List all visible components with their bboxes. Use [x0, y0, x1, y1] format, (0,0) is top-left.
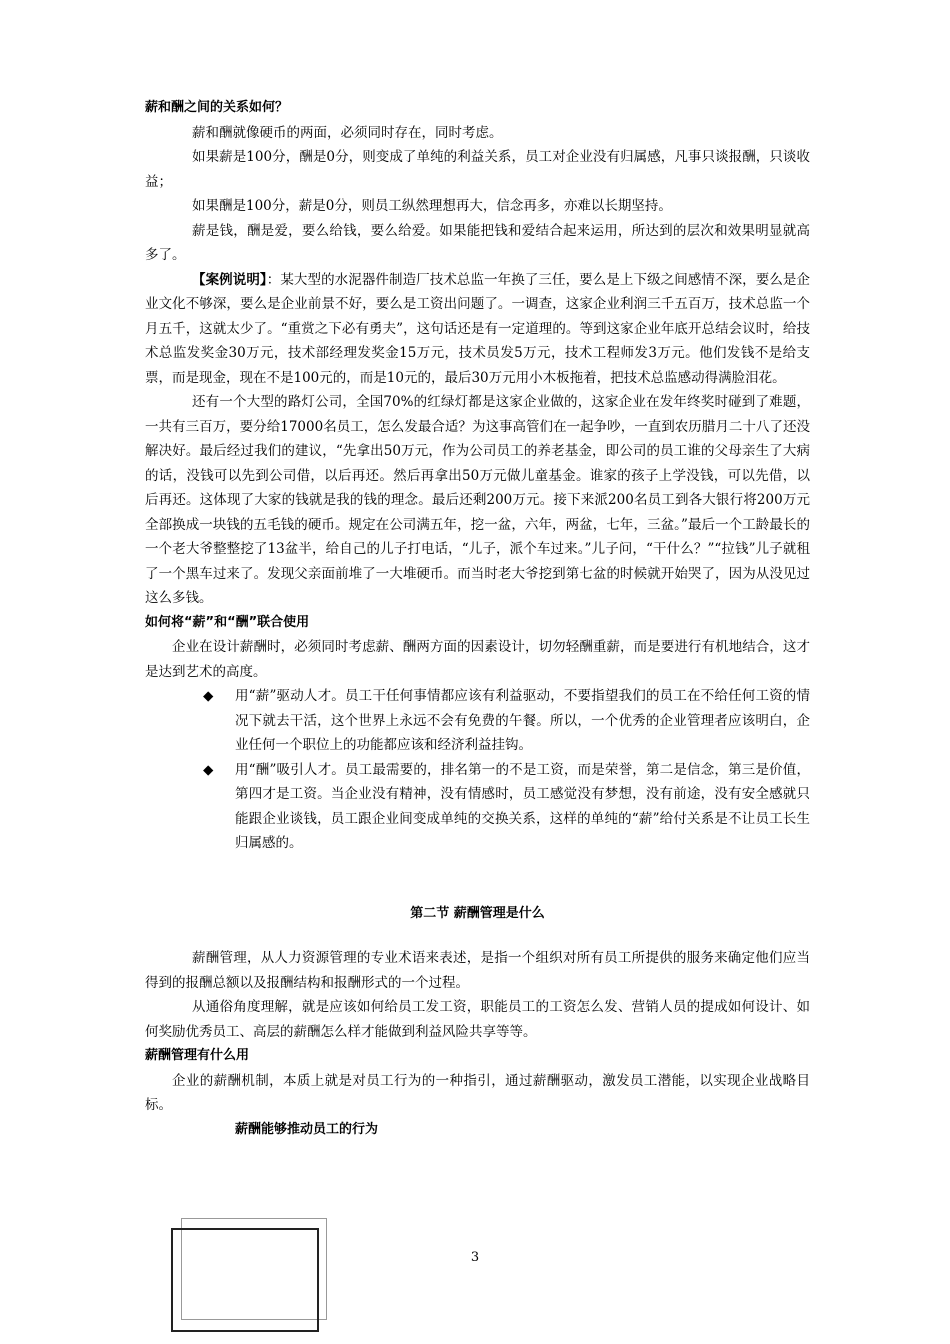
document-body	[145, 96, 810, 1142]
paragraph: 企业在设计薪酬时，必须同时考虑薪、酬两方面的因素设计，切勿轻酬重薪，而是要进行有机地结合，这才是达到艺术的高度。	[145, 639, 810, 680]
paragraph: 薪是钱，酬是爱，要么给钱，要么给爱。如果能把钱和爱结合起来运用，所达到的层次和效果明显就高多了。	[145, 222, 810, 263]
decorative-frame	[171, 1228, 319, 1332]
page-number: 3	[470, 1250, 480, 1265]
paragraph: 薪和酬就像硬币的两面，必须同时存在，同时考虑。	[192, 124, 503, 141]
case-paragraph	[145, 268, 810, 391]
paragraph: 企业的薪酬机制，本质上就是对员工行为的一种指引，通过薪酬驱动，激发员工潜能，以实现企业战略目标。	[145, 1072, 810, 1113]
paragraph: 从通俗角度理解，就是应该如何给员工发工资，职能员工的工资怎么发、营销人员的提成如何设计、如何奖励优秀员工、高层的薪酬怎么样才能做到利益风险共享等等。	[145, 999, 810, 1040]
bullet-item	[145, 684, 810, 758]
heading-salary-management-use: 薪酬管理有什么用	[145, 1048, 250, 1063]
case-label: 【案例说明】	[192, 271, 267, 288]
subheading: 薪酬能够推动员工的行为	[235, 1121, 379, 1137]
heading-combine-use: 如何将“薪”和“酬”联合使用	[145, 614, 310, 630]
paragraph: 如果薪是100分，酬是0分，则变成了单纯的利益关系，员工对企业没有归属感，凡事只谈报酬，只谈收益；	[145, 149, 810, 190]
diamond-bullet-icon: ◆	[203, 688, 214, 704]
bullet-text: 用“薪”驱动人才。员工干任何事情都应该有利益驱动，不要指望我们的员工在不给任何工资的情况下就去干活，这个世界上永远不会有免费的午餐。所以，一个优秀的企业管理者应该明白，企业任何一个职位上的功能都应该和经济利益挂钩。	[235, 688, 810, 753]
diamond-bullet-icon: ◆	[203, 761, 214, 778]
paragraph: 还有一个大型的路灯公司，全国70%的红绿灯都是这家企业做的，这家企业在发年终奖时碰到了难题，一共有三百万，要分给17000名员工，怎么发最合适？为这事高管们在一起争吵，一直到农历腊月二十八了还没解决好。最后经过我们的建议，“先拿出50万元，作为公司员工的养老基金，即公司的员工谁的父母亲生了大病的话，没钱可以先到公司借，以后再还。然后再拿出50万元做儿童基金。谁家的孩子上学没钱，可以先借，以后再还。这体现了大家的钱就是我的钱的理念。最后还剩200万元。接下来派200名员工到各大银行将200万元全部换成一块钱的五毛钱的硬币。规定在公司满五年，挖一盆，六年，两盆，七年，三盆。”最后一个工龄最长的一个老大爷整整挖了13盆半，给自己的儿子打电话，“儿子，派个车过来。”儿子问，“干什么？”“拉钱”儿子就租了一个黑车过来了。发现父亲面前堆了一大堆硬币。而当时老大爷挖到第七盆的时候就开始哭了，因为从没见过这么多钱。	[145, 394, 810, 606]
section-title: 第二节 薪酬管理是什么	[410, 905, 545, 921]
bullet-text: 用“酬”吸引人才。员工最需要的，排名第一的不是工资，而是荣誉，第二是信念，第三是价值，第四才是工资。当企业没有精神，没有情感时，员工感觉没有梦想，没有前途，没有安全感就只能跟企业谈钱，员工跟企业间变成单纯的交换关系，这样的单纯的“薪”给付关系是不让员工长生归属感的。	[235, 761, 810, 851]
paragraph: 如果酬是100分，薪是0分，则员工纵然理想再大，信念再多，亦难以长期坚持。	[192, 198, 672, 214]
paragraph: 薪酬管理，从人力资源管理的专业术语来表述，是指一个组织对所有员工所提供的服务来确定他们应当得到的报酬总额以及报酬结构和报酬形式的一个过程。	[145, 950, 810, 991]
case-text: ：某大型的水泥器件制造厂技术总监一年换了三任，要么是上下级之间感情不深，要么是企业文化不够深，要么是企业前景不好，要么是工资出问题了。一调查，这家企业利润三千五百万，技术总监一个月五千，这就太少了。“重赏之下必有勇夫”，这句话还是有一定道理的。等到这家企业年底开总结会议时，给技术总监发奖金30万元，技术部经理发奖金15万元，技术员发5万元，技术工程师发3万元。他们发钱不是给支票，而是现金，现在不是100元的，而是10元的，最后30万元用小木板拖着，把技术总监感动得满脸泪花。	[145, 271, 810, 386]
bullet-item	[145, 758, 810, 856]
heading-salary-reward-relation: 薪和酬之间的关系如何？	[145, 100, 289, 115]
